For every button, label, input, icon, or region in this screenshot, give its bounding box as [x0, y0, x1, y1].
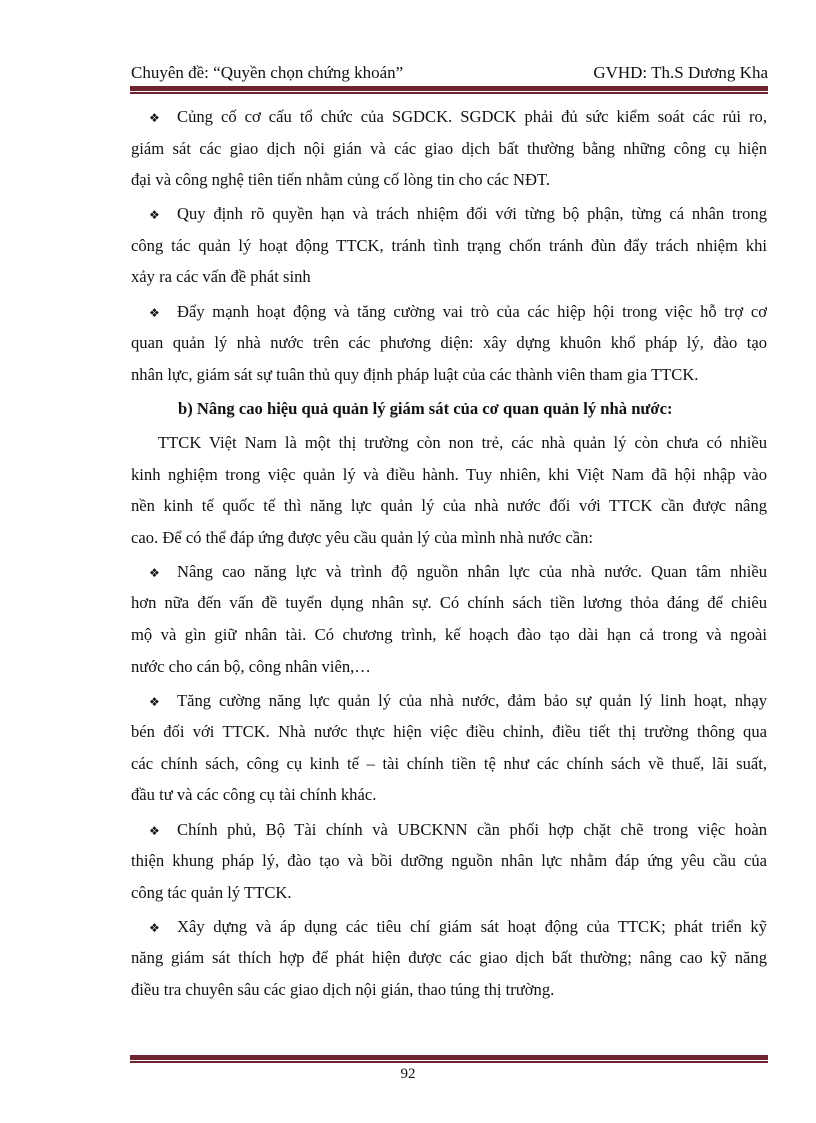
- text-line: [131, 459, 767, 491]
- text-line: [131, 942, 767, 974]
- text-line: [131, 522, 767, 554]
- text-line: [131, 164, 767, 196]
- text-line: [131, 845, 767, 877]
- line-text: bén đối với TTCK. Nhà nước thực hiện việc điều chỉnh, điều tiết thị trường thông qua: [131, 722, 767, 742]
- line-text: kinh nghiệm trong việc quản lý và điều hành. Tuy nhiên, khi Việt Nam đã hội nhập vào: [131, 464, 767, 484]
- page-header: [131, 63, 768, 83]
- diamond-bullet-icon: ❖: [149, 565, 160, 580]
- line-text: giám sát các giao dịch nội gián và các giao dịch bất thường bằng những công cụ hiện: [131, 138, 767, 158]
- text-line: [131, 974, 767, 1006]
- text-line: [131, 327, 767, 359]
- diamond-bullet-icon: ❖: [149, 305, 160, 320]
- text-line: [131, 748, 767, 780]
- line-text: Nâng cao năng lực và trình độ nguồn nhân lực của nhà nước. Quan tâm nhiều: [177, 561, 767, 581]
- header-divider: [130, 86, 768, 92]
- diamond-bullet-icon: ❖: [149, 823, 160, 838]
- text-line: [131, 296, 767, 328]
- line-text: các chính sách, công cụ kinh tế – tài chính tiền tệ như các chính sách về thuế, lãi suất,: [131, 753, 767, 773]
- text-line: [131, 716, 767, 748]
- document-body: [131, 101, 767, 1008]
- text-line: [131, 556, 767, 588]
- page-number: 92: [400, 1066, 416, 1082]
- line-text: Tăng cường năng lực quản lý của nhà nước, đảm bảo sự quản lý linh hoạt, nhạy: [177, 690, 767, 710]
- bullet-paragraph: [131, 296, 767, 391]
- text-line: [131, 685, 767, 717]
- line-text: xảy ra các vấn đề phát sinh: [131, 267, 311, 287]
- line-text: công tác quản lý hoạt động TTCK, tránh tình trạng chốn tránh đùn đẩy trách nhiệm khi: [131, 235, 767, 255]
- text-line: [131, 779, 767, 811]
- line-text: Xây dựng và áp dụng các tiêu chí giám sát hoạt động của TTCK; phát triển kỹ: [177, 916, 767, 936]
- line-text: năng giám sát thích hợp để phát hiện được các giao dịch bất thường; nâng cao kỹ năng: [131, 948, 767, 968]
- line-text: thiện khung pháp lý, đào tạo và bồi dưỡng nguồn nhân lực nhằm đáp ứng yêu cầu của: [131, 851, 767, 871]
- text-line: [131, 911, 767, 943]
- line-text: Quy định rõ quyền hạn và trách nhiệm đối với từng bộ phận, từng cá nhân trong: [177, 204, 767, 224]
- text-line: [131, 261, 767, 293]
- text-line: [131, 651, 767, 683]
- section-heading: [131, 393, 767, 425]
- heading-text: b) Nâng cao hiệu quả quản lý giám sát của cơ quan quản lý nhà nước:: [178, 398, 673, 418]
- footer-divider: [130, 1055, 768, 1061]
- diamond-bullet-icon: ❖: [149, 111, 160, 125]
- line-text: đầu tư và các công cụ tài chính khác.: [131, 785, 377, 805]
- text-line: [131, 814, 767, 846]
- line-text: công tác quản lý TTCK.: [131, 882, 292, 902]
- line-text: hơn nữa đến vấn đề tuyển dụng nhân sự. Có chính sách tiền lương thỏa đáng để chiêu: [131, 593, 767, 613]
- diamond-bullet-icon: ❖: [149, 920, 160, 935]
- text-line: [131, 490, 767, 522]
- text-line: [131, 230, 767, 262]
- line-text: TTCK Việt Nam là một thị trường còn non trẻ, các nhà quản lý còn chưa có nhiều: [158, 432, 767, 452]
- line-text: cao. Để có thể đáp ứng được yêu cầu quản lý của mình nhà nước cần:: [131, 527, 593, 547]
- line-text: Củng cố cơ cấu tổ chức của SGDCK. SGDCK phải đủ sức kiểm soát các rủi ro,: [177, 107, 767, 126]
- line-text: đại và công nghệ tiên tiến nhằm củng cố lòng tin cho các NĐT.: [131, 170, 551, 190]
- header-topic: Chuyên đề: “Quyền chọn chứng khoán”: [131, 63, 404, 82]
- bullet-paragraph: [131, 101, 767, 196]
- bullet-paragraph: [131, 814, 767, 909]
- diamond-bullet-icon: ❖: [149, 208, 160, 223]
- text-line: [131, 587, 767, 619]
- diamond-bullet-icon: ❖: [149, 694, 160, 709]
- line-text: mộ và gìn giữ nhân tài. Có chương trình, kế hoạch đào tạo dài hạn cả trong và ngoài: [131, 625, 767, 644]
- line-text: Đẩy mạnh hoạt động và tăng cường vai trò của các hiệp hội trong việc hỗ trợ cơ: [177, 301, 767, 321]
- text-line: [131, 877, 767, 909]
- line-text: nước cho cán bộ, công nhân viên,…: [131, 656, 371, 676]
- bullet-paragraph: [131, 911, 767, 1006]
- body-paragraph: [131, 427, 767, 553]
- bullet-paragraph: [131, 685, 767, 811]
- text-line: [131, 133, 767, 165]
- line-text: nhân lực, giám sát sự tuân thủ quy định pháp luật của các thành viên tham gia TTCK.: [131, 364, 699, 384]
- line-text: nền kinh tế quốc tế thì năng lực quản lý của nhà nước đối với TTCK cần được nâng: [131, 496, 767, 516]
- bullet-paragraph: [131, 556, 767, 682]
- text-line: [131, 619, 767, 651]
- line-text: quan quản lý nhà nước trên các phương diện: xây dựng khuôn khổ pháp lý, đào tạo: [131, 333, 767, 353]
- line-text: điều tra chuyên sâu các giao dịch nội gián, thao túng thị trường.: [131, 980, 555, 1000]
- bullet-paragraph: [131, 198, 767, 293]
- text-line: [131, 427, 767, 459]
- text-line: [131, 101, 767, 133]
- line-text: Chính phủ, Bộ Tài chính và UBCKNN cần phối hợp chặt chẽ trong việc hoàn: [177, 819, 767, 839]
- text-line: [131, 359, 767, 391]
- header-advisor: GVHD: Th.S Dương Kha: [593, 63, 768, 82]
- text-line: [131, 198, 767, 230]
